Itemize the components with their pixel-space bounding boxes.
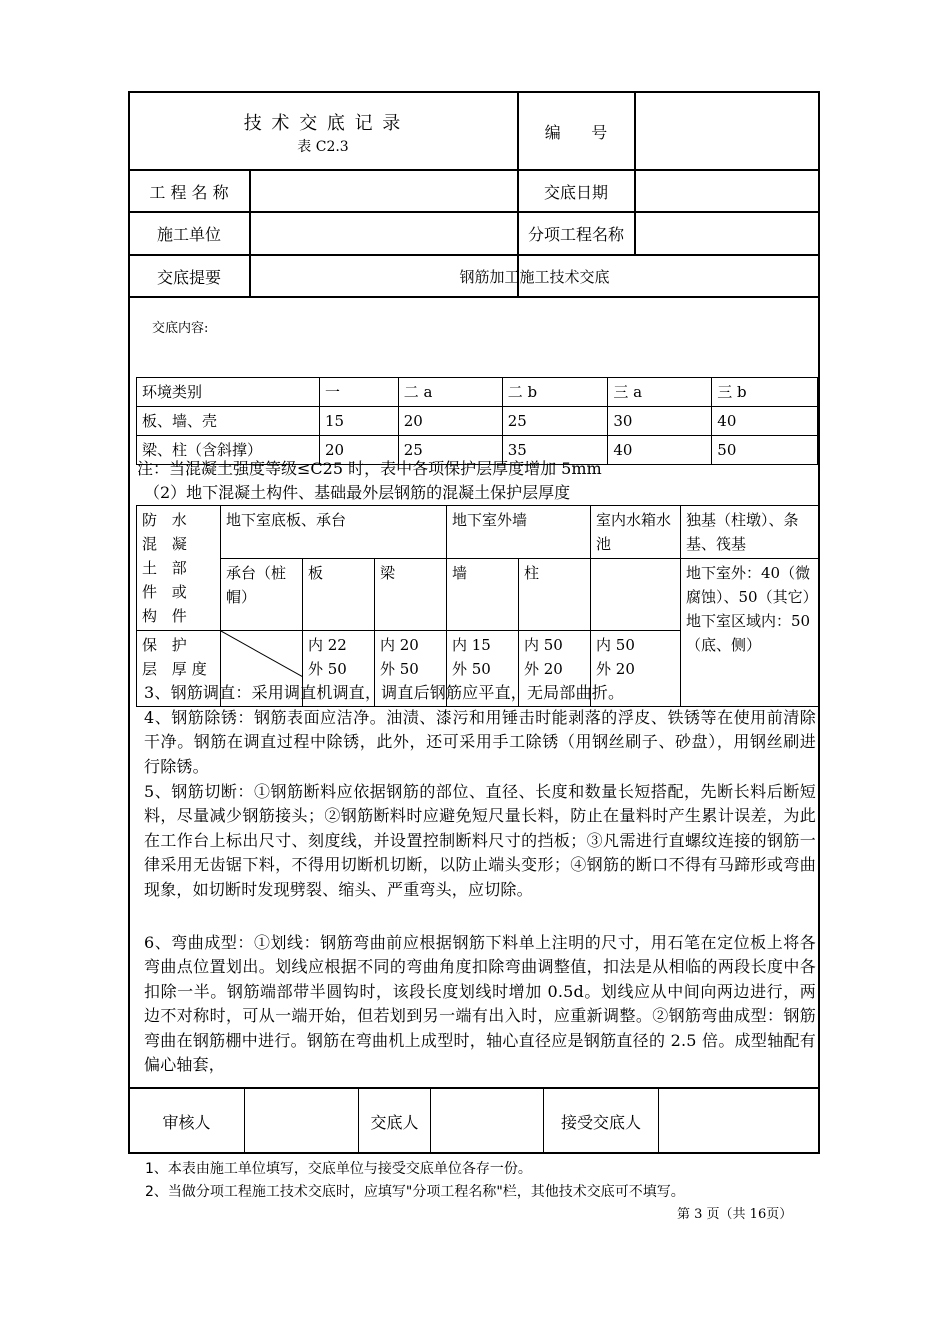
paragraph-bending: 6、弯曲成型：①划线：钢筋弯曲前应根据钢筋下料单上注明的尺寸，用石笔在定位板上将各弯曲点位置划出。划线应根据不同的弯曲角度扣除弯曲调整值，扣法是从相临的两段长度中各扣除一半。钢筋端部带半圆钩时，该段长度划线时增加 0.5d。划线应从中间向两边进行，两边不对称时，可从一端开始，但若划到另一端有出入时，应重新调整。②钢筋弯曲成型：钢筋弯曲在钢筋棚中进行。钢筋在弯曲机上成型时，轴心直径应是钢筋直径的 2.5 倍。成型轴配有偏心轴套， (144, 933, 816, 1075)
paragraph-straightening: 3、钢筋调直：采用调直机调直，调直后钢筋应平直，无局部曲折。 (144, 683, 625, 702)
table-cell: 二 a (398, 378, 502, 407)
table-cell: 20 (320, 436, 399, 465)
table-cell: 内 20 外 50 (375, 631, 447, 707)
divider (358, 1087, 359, 1154)
table-cell: 一 (320, 378, 399, 407)
table-cell: 地下室外墙 (447, 506, 591, 559)
table-cell: 二 b (502, 378, 608, 407)
unit-label: 施工单位 (156, 225, 221, 244)
table-cell: 内 50 外 20 (591, 631, 681, 707)
subitem-label: 分项工程名称 (527, 225, 624, 244)
table-cell: 30 (608, 407, 712, 436)
underground-cover-table (136, 505, 819, 707)
project-name-label: 工 程 名 称 (149, 182, 229, 202)
table-cell: 内 15 外 50 (447, 631, 519, 707)
project-name-field[interactable] (251, 171, 516, 211)
table-cell: 三 b (712, 378, 818, 407)
footnote: 2、当做分项工程施工技术交底时，应填写"分项工程名称"栏，其他技术交底可不填写。 (145, 1184, 685, 1200)
receiver-label: 接受交底人 (560, 1112, 641, 1132)
table-cell: 20 (398, 407, 502, 436)
number-label: 编 号 (544, 122, 608, 142)
divider (244, 1087, 245, 1154)
summary-field[interactable]: 钢筋加工施工技术交底 (459, 267, 610, 286)
table-cell: 50 (712, 436, 818, 465)
table-cell: 独基（柱墩）、条基、筏基 (681, 506, 819, 559)
cover-thickness-table (136, 377, 818, 465)
divider (430, 1087, 431, 1154)
divider (128, 296, 820, 298)
table-cell: 25 (398, 436, 502, 465)
table-cell: 保 护 层 厚度 (137, 631, 221, 707)
divider (658, 1087, 659, 1154)
table-cell: 梁 (375, 559, 447, 631)
paragraph-cutting: 5、钢筋切断：①钢筋断料应依据钢筋的部位、直径、长度和数量长短搭配，先断长料后断短料，尽量减少钢筋接头；②钢筋断料时应避免短尺量长料，防止在量料时产生累计误差，为此在工作台上标出尺寸、刻度线，并设置控制断料尺寸的挡板；③凡需进行直螺纹连接的钢筋一律采用无齿锯下料，不得用切断机切断，以防止端头变形；④钢筋的断口不得有马蹄形或弯曲现象，如切断时发现劈裂、缩头、严重弯头，应切除。 (144, 782, 816, 899)
table-row (137, 407, 818, 436)
form-number: 表 C2.3 (297, 139, 349, 155)
date-label: 交底日期 (543, 182, 608, 202)
note: 注：当混凝土强度等级≤C25 时，表中各项保护层厚度增加 5mm (137, 459, 602, 478)
divider (543, 1087, 544, 1154)
unit-field[interactable] (251, 213, 516, 254)
date-field[interactable] (636, 171, 818, 211)
table-cell: 25 (502, 407, 608, 436)
footnote: 1、本表由施工单位填写，交底单位与接受交底单位各存一份。 (145, 1161, 532, 1177)
page-title: 技 术 交 底 记 录 (243, 113, 403, 134)
table-cell: 内 22 外 50 (303, 631, 375, 707)
reviewer-label: 审核人 (162, 1112, 211, 1132)
table-cell: 板、墙、壳 (137, 407, 320, 436)
table-cell: 承台（桩帽） (221, 559, 303, 631)
table-row (137, 506, 819, 559)
table-cell (591, 559, 681, 631)
paragraph-rust-removal: 4、钢筋除锈：钢筋表面应洁净。油渍、漆污和用锤击时能剥落的浮皮、铁锈等在使用前清除干净。钢筋在调直过程中除锈，此外，还可采用手工除锈（用钢丝刷子、砂盘），用钢丝刷进行除锈。 (144, 708, 816, 776)
table-cell: 地下室外：40（微腐蚀）、50（其它）地下室区域内：50（底、侧） (681, 559, 819, 707)
summary-label: 交底提要 (156, 267, 221, 287)
page-number: 第 3 页（共 16页） (677, 1207, 793, 1222)
table-cell: 柱 (519, 559, 591, 631)
table-cell: 内 50 外 20 (519, 631, 591, 707)
table-cell: 40 (608, 436, 712, 465)
number-field[interactable] (636, 93, 818, 169)
discloser-label: 交底人 (370, 1112, 419, 1132)
content-label: 交底内容: (152, 321, 209, 336)
table-cell: 40 (712, 407, 818, 436)
table-cell: 板 (303, 559, 375, 631)
table-cell: 三 a (608, 378, 712, 407)
receiver-field[interactable] (660, 1089, 818, 1153)
reviewer-field[interactable] (246, 1089, 357, 1153)
discloser-field[interactable] (432, 1089, 542, 1153)
table-cell: 环境类别 (137, 378, 320, 407)
table-cell: 梁、柱（含斜撑） (137, 436, 320, 465)
subitem-field[interactable] (636, 213, 818, 254)
table-cell: 室内水箱水池 (591, 506, 681, 559)
table-cell: 墙 (447, 559, 519, 631)
table-row (137, 559, 819, 631)
table-cell: 防 水 混 凝 土 部 件 或 构 件 (137, 506, 221, 631)
table-cell: 35 (502, 436, 608, 465)
table-cell: 地下室底板、承台 (221, 506, 447, 559)
table-header-row (137, 378, 818, 407)
section-title: （2）地下混凝土构件、基础最外层钢筋的混凝土保护层厚度 (144, 483, 571, 502)
table-cell: 15 (320, 407, 399, 436)
